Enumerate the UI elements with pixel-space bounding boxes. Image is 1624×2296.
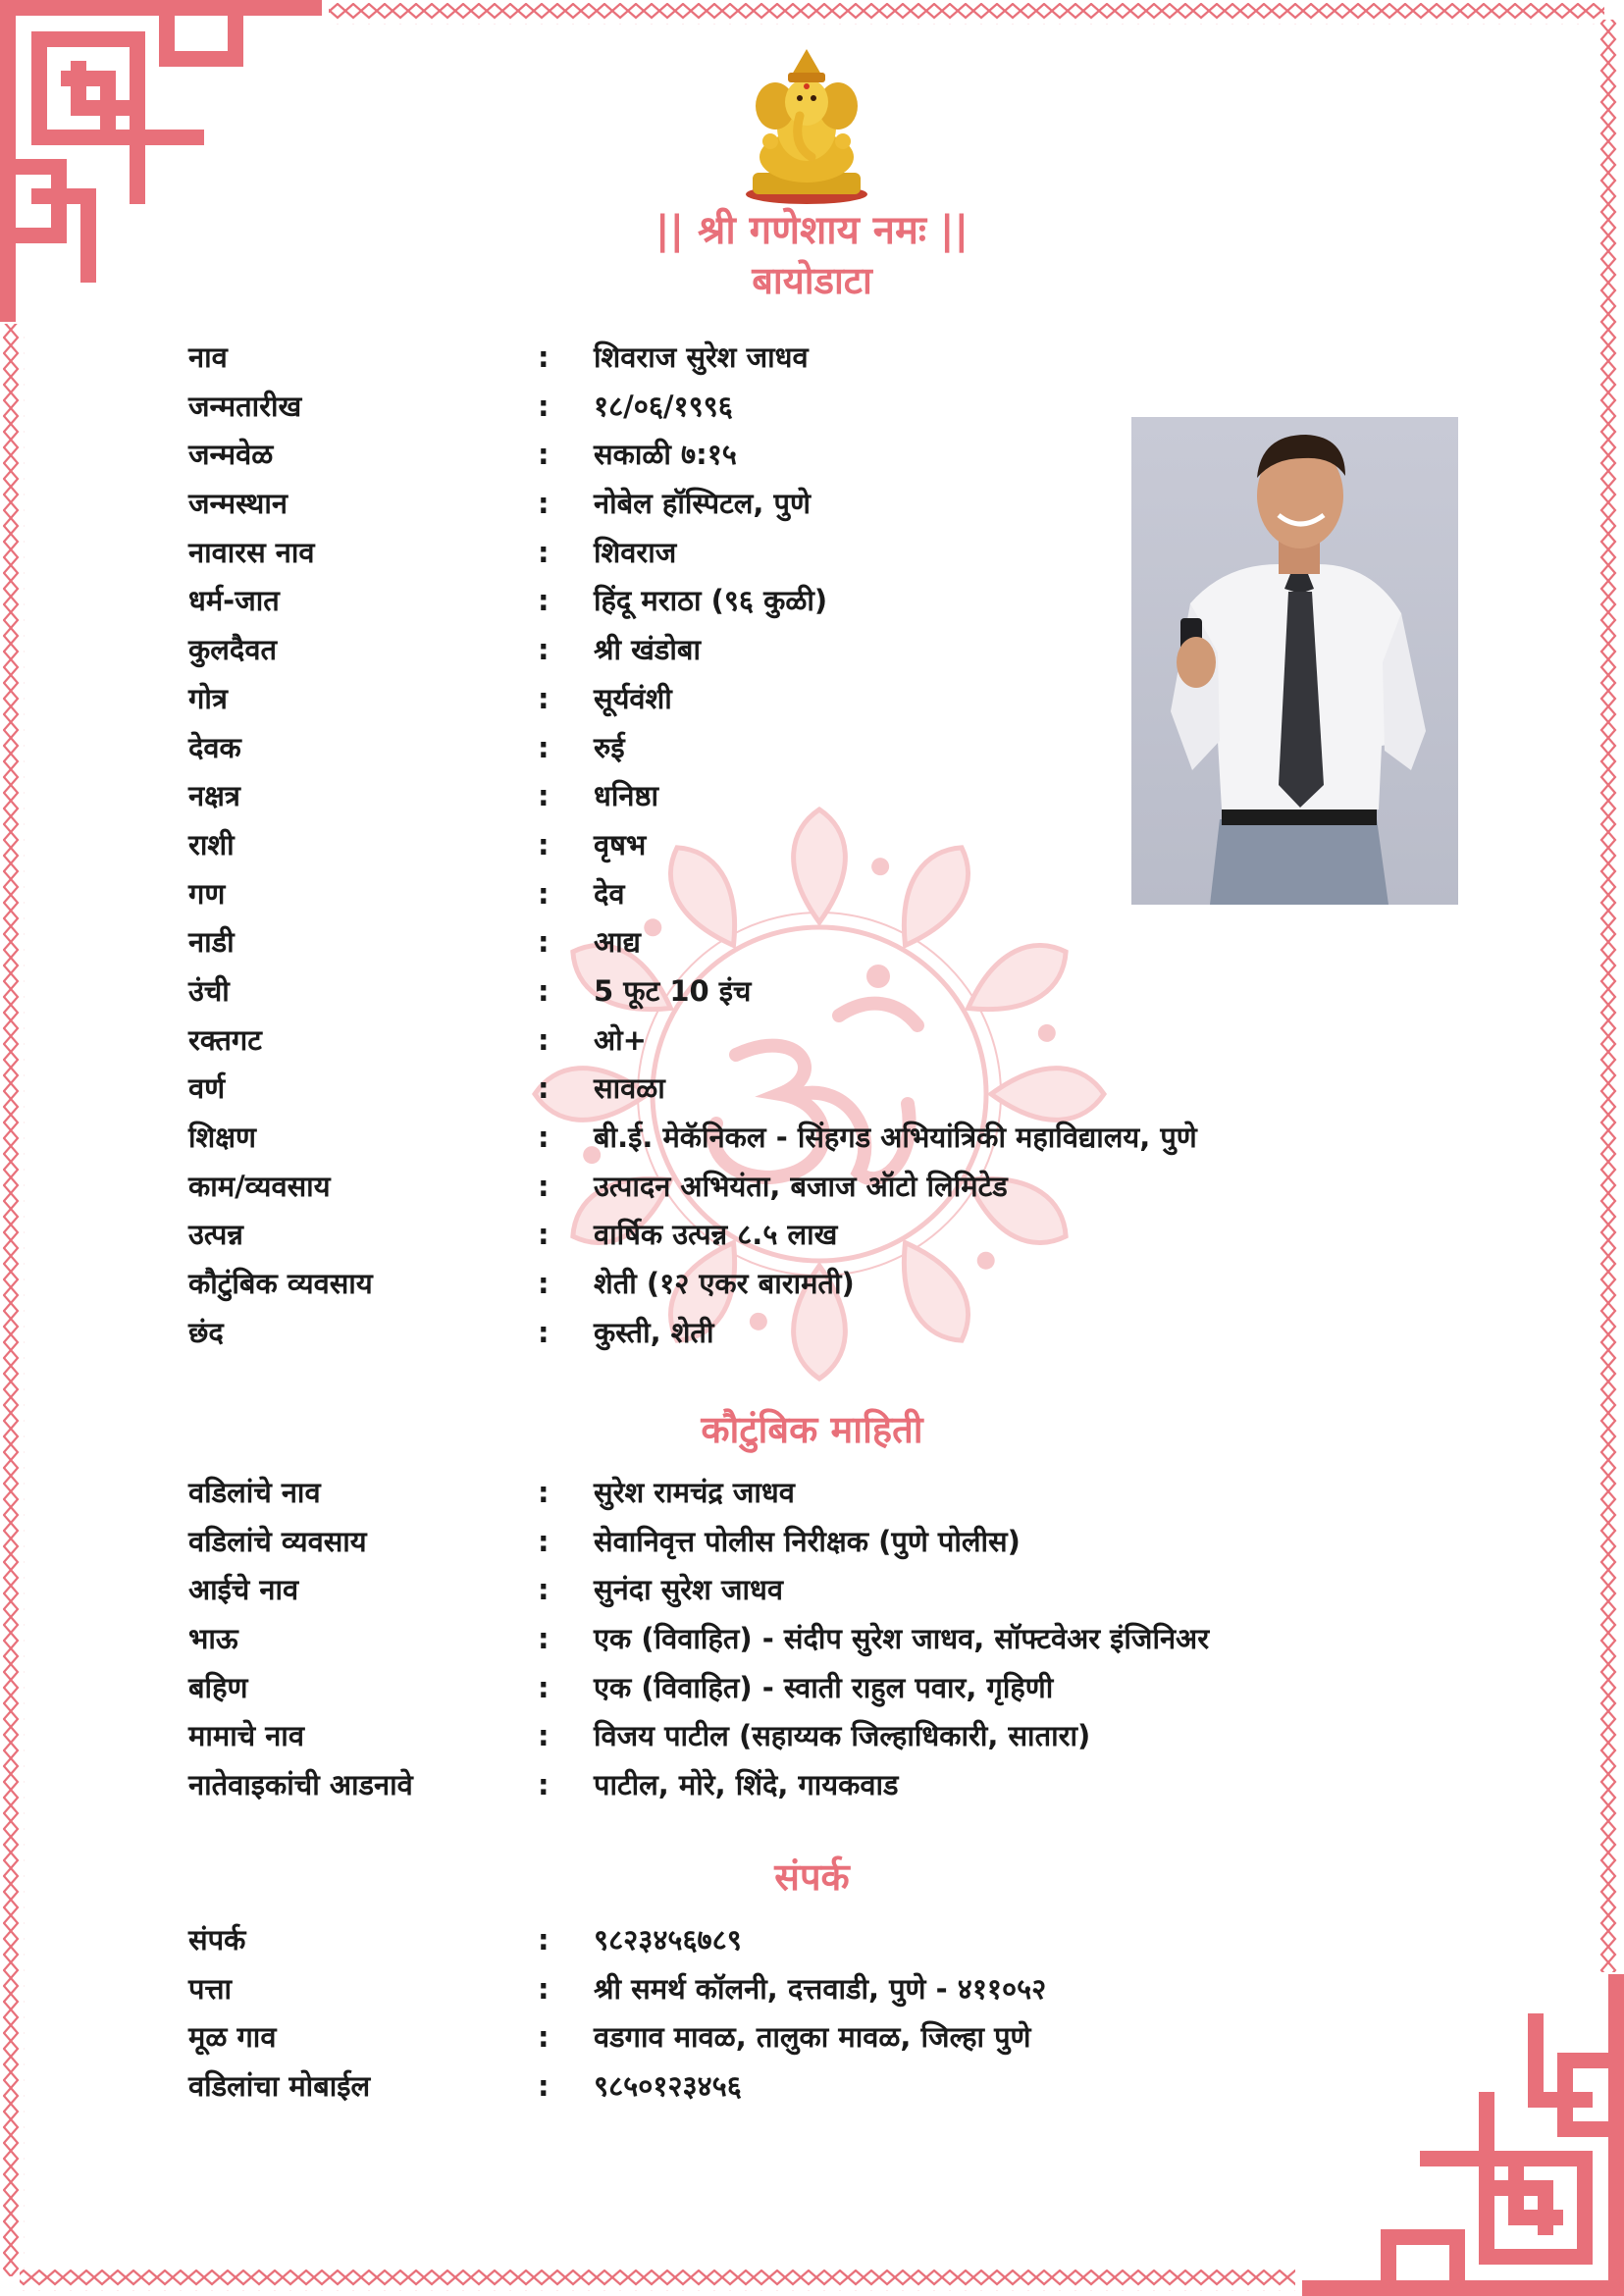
field-value: श्री समर्थ कॉलनी, दत्तवाडी, पुणे - ४११०५२ (594, 1971, 1047, 2006)
field-label: छंद (188, 1315, 224, 1349)
field-value: आद्य (594, 925, 641, 960)
family-row (0, 1469, 1624, 1518)
field-value: ओ+ (594, 1022, 647, 1057)
personal-row (0, 1065, 1624, 1114)
personal-row (0, 626, 1624, 675)
field-value: शेती (१२ एकर बारामती) (594, 1267, 855, 1301)
field-value: 5 फूट 10 इंच (594, 973, 752, 1008)
personal-row (0, 772, 1624, 821)
field-label: नावारस नाव (188, 535, 315, 569)
personal-row (0, 334, 1624, 383)
field-separator: : (538, 1524, 550, 1558)
field-value: शिवराज सुरेश जाधव (594, 340, 809, 374)
field-value: सुरेश रामचंद्र जाधव (594, 1476, 795, 1509)
field-separator: : (538, 1768, 550, 1802)
field-separator: : (538, 681, 550, 715)
field-value: वृषभ (594, 827, 647, 861)
field-label: रक्तगट (188, 1022, 262, 1057)
field-value: एक (विवाहित) - स्वाती राहुल पवार, गृहिणी (594, 1670, 1054, 1704)
family-details (0, 1469, 1624, 1810)
field-separator: : (538, 1670, 550, 1704)
family-row (0, 1712, 1624, 1761)
personal-row (0, 577, 1624, 626)
field-value: धनिष्ठा (594, 779, 659, 813)
field-value: ९८२३४५६७८९ (594, 1923, 742, 1957)
field-value: सावळा (594, 1071, 665, 1106)
field-separator: : (538, 827, 550, 861)
field-value: एक (विवाहित) - संदीप सुरेश जाधव, सॉफ्टवेअर इंजिनिअर (594, 1622, 1210, 1656)
contact-row (0, 1965, 1624, 2014)
family-row (0, 1664, 1624, 1713)
field-separator: : (538, 1476, 550, 1509)
field-label: धर्म-जात (188, 584, 280, 618)
field-value: कुस्ती, शेती (594, 1315, 714, 1349)
field-value: शिवराज (594, 535, 677, 569)
contact-section-title: संपर्क (774, 1855, 850, 1899)
field-label: उत्पन्न (188, 1218, 243, 1252)
personal-row (0, 383, 1624, 432)
field-separator: : (538, 584, 550, 618)
field-separator: : (538, 876, 550, 911)
field-separator: : (538, 633, 550, 667)
field-separator: : (538, 535, 550, 569)
field-separator: : (538, 2020, 550, 2055)
field-label: शिक्षण (188, 1121, 256, 1154)
field-label: पत्ता (188, 1971, 233, 2006)
field-separator: : (538, 438, 550, 472)
field-value: वडगाव मावळ, तालुका मावळ, जिल्हा पुणे (594, 2020, 1031, 2055)
personal-row (0, 529, 1624, 578)
field-separator: : (538, 487, 550, 521)
field-value: हिंदू मराठा (९६ कुळी) (594, 584, 828, 618)
contact-row (0, 1916, 1624, 1965)
personal-row (0, 918, 1624, 967)
contact-row (0, 2062, 1624, 2112)
field-label: राशी (188, 827, 235, 861)
invocation-heading: || श्री गणेशाय नमः || (655, 208, 969, 253)
family-row (0, 1566, 1624, 1615)
field-value: रुई (594, 730, 625, 764)
field-value: ९८५०१२३४५६ (594, 2069, 742, 2104)
field-value: श्री खंडोबा (594, 633, 701, 667)
field-value: सकाळी ७:१५ (594, 438, 737, 472)
personal-row (0, 821, 1624, 870)
ganesha-idol-image (741, 47, 873, 204)
field-label: कुलदैवत (188, 633, 277, 667)
field-label: जन्मस्थान (188, 487, 288, 521)
field-label: संपर्क (188, 1923, 246, 1957)
field-label: कौटुंबिक व्यवसाय (188, 1267, 373, 1301)
field-value: सूर्यवंशी (594, 681, 672, 715)
field-value: उत्पादन अभियंता, बजाज ऑटो लिमिटेड (594, 1169, 1008, 1203)
field-value: सेवानिवृत्त पोलीस निरीक्षक (पुणे पोलीस) (594, 1524, 1021, 1558)
family-row (0, 1761, 1624, 1810)
field-separator: : (538, 2069, 550, 2104)
field-separator: : (538, 1573, 550, 1607)
family-row (0, 1518, 1624, 1567)
field-separator: : (538, 1719, 550, 1753)
field-label: नाडी (188, 925, 235, 960)
field-label: आईचे नाव (188, 1573, 299, 1607)
field-separator: : (538, 1022, 550, 1057)
personal-details (0, 334, 1624, 1357)
personal-row (0, 431, 1624, 480)
personal-row (0, 675, 1624, 724)
personal-row (0, 1309, 1624, 1358)
family-section-title: कौटुंबिक माहिती (701, 1408, 923, 1451)
personal-row (0, 1260, 1624, 1309)
field-value: विजय पाटील (सहाय्यक जिल्हाधिकारी, सातारा) (594, 1719, 1091, 1753)
contact-details (0, 1916, 1624, 2112)
field-label: गण (188, 876, 226, 911)
field-separator: : (538, 973, 550, 1008)
field-separator: : (538, 389, 550, 423)
field-separator: : (538, 1315, 550, 1349)
personal-row (0, 1017, 1624, 1066)
personal-row (0, 480, 1624, 529)
personal-row (0, 1163, 1624, 1212)
field-separator: : (538, 1218, 550, 1252)
field-label: वर्ण (188, 1071, 226, 1106)
field-separator: : (538, 779, 550, 813)
field-value: वार्षिक उत्पन्न ८.५ लाख (594, 1218, 838, 1252)
contact-row (0, 2013, 1624, 2062)
personal-row (0, 870, 1624, 919)
field-label: जन्मवेळ (188, 438, 274, 472)
field-separator: : (538, 925, 550, 960)
personal-row (0, 1114, 1624, 1163)
field-label: काम/व्यवसाय (188, 1169, 331, 1203)
field-value: बी.ई. मेकॅनिकल - सिंहगड अभियांत्रिकी महाविद्यालय, पुणे (594, 1121, 1197, 1154)
field-separator: : (538, 340, 550, 374)
field-label: जन्मतारीख (188, 389, 302, 423)
page-title: बायोडाटा (752, 259, 872, 302)
field-separator: : (538, 1622, 550, 1656)
field-label: मामाचे नाव (188, 1719, 304, 1753)
field-value: पाटील, मोरे, शिंदे, गायकवाड (594, 1768, 899, 1802)
personal-row (0, 1211, 1624, 1260)
field-label: बहिण (188, 1670, 248, 1704)
field-label: मूळ गाव (188, 2020, 277, 2055)
field-label: भाऊ (188, 1622, 238, 1656)
field-value: देव (594, 876, 625, 911)
field-label: देवक (188, 730, 241, 764)
family-row (0, 1615, 1624, 1664)
field-separator: : (538, 1071, 550, 1106)
field-label: वडिलांचा मोबाईल (188, 2069, 371, 2104)
field-value: नोबेल हॉस्पिटल, पुणे (594, 487, 811, 521)
field-value: सुनंदा सुरेश जाधव (594, 1573, 783, 1607)
field-label: नाव (188, 340, 228, 374)
field-value: १८/०६/१९९६ (594, 389, 733, 423)
field-label: वडिलांचे व्यवसाय (188, 1524, 367, 1558)
field-separator: : (538, 730, 550, 764)
field-separator: : (538, 1121, 550, 1154)
personal-row (0, 724, 1624, 773)
field-separator: : (538, 1923, 550, 1957)
field-label: नक्षत्र (188, 779, 240, 813)
field-separator: : (538, 1971, 550, 2006)
field-label: गोत्र (188, 681, 228, 715)
field-label: उंची (188, 973, 230, 1008)
field-separator: : (538, 1267, 550, 1301)
field-separator: : (538, 1169, 550, 1203)
field-label: नातेवाइकांची आडनावे (188, 1768, 413, 1802)
field-label: वडिलांचे नाव (188, 1476, 321, 1509)
personal-row (0, 967, 1624, 1017)
